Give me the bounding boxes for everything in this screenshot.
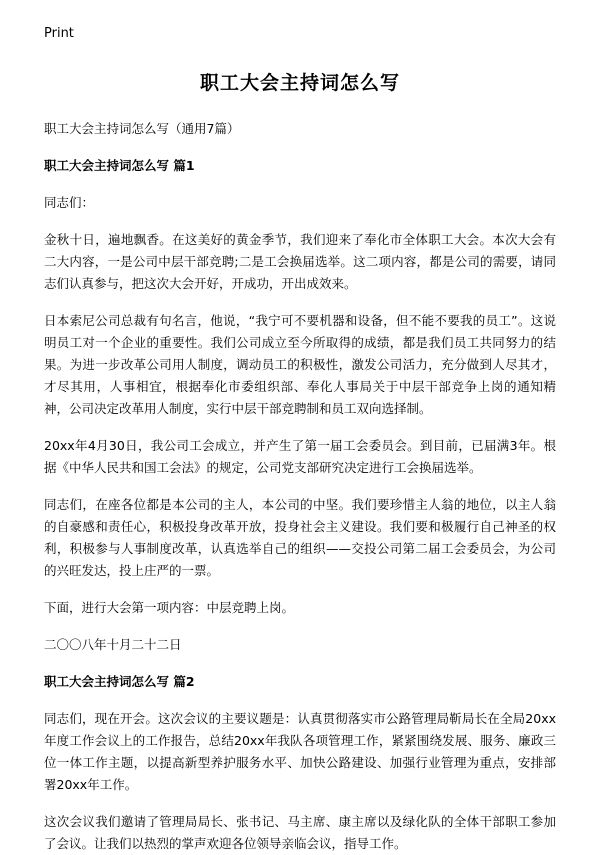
paragraph: 二〇〇八年十月二十二日 xyxy=(44,637,182,652)
paragraph: 下面，进行大会第一项内容：中层竞聘上岗。 xyxy=(44,600,295,615)
section-heading: 职工大会主持词怎么写 篇1 xyxy=(44,158,195,173)
paragraph: 同志们，在座各位都是本公司的主人，本公司的中坚。我们要珍惜主人翁的地位，以主人翁的自豪感和责任心，积极投身改革开放，投身社会主义建设。我们要和极履行自己神圣的权利，积极参与人事制度改革，认真选举自己的组织——交投公司第二届工会委员会，为公司的兴旺发达，投上庄严的一票。 xyxy=(44,497,556,578)
paragraph: 职工大会主持词怎么写（通用7篇） xyxy=(44,121,240,136)
paragraph: 金秋十日，遍地飘香。在这美好的黄金季节，我们迎来了奉化市全体职工大会。本次大会有二大内容，一是公司中层干部竞聘;二是工会换届选举。这二项内容，都是公司的需要，请同志们认真参与，把这次大会开好，开成功，开出成效来。 xyxy=(44,232,556,291)
paragraph: 同志们，现在开会。这次会议的主要议题是：认真贯彻落实市公路管理局靳局长在全局20xx年度工作会议上的工作报告，总结20xx年我队各项管理工作，紧紧围绕发展、服务、廉政三位一体工作主题，以提高新型养护服务水平、加快公路建设、加强行业管理为重点，安排部署20xx年工作。 xyxy=(44,711,556,792)
paragraph: 日本索尼公司总裁有句名言，他说，“我宁可不要机器和设备，但不能不要我的员工”。这说明员工对一个企业的重要性。我们公司成立至今所取得的成绩，都是我们员工共同努力的结果。为进一步改革公司用人制度，调动员工的积极性，激发公司活力，充分做到人尽其才，才尽其用，人事相宜，根据奉化市委组织部、奉化人事局关于中层干部竞争上岗的通知精神，公司决定改革用人制度，实行中层干部竞聘制和员工双向选择制。 xyxy=(44,313,556,416)
paragraph: 同志们： xyxy=(44,195,95,210)
paragraph: 这次会议我们邀请了管理局局长、张书记、马主席、康主席以及绿化队的全体干部职工参加了会议。让我们以热烈的掌声欢迎各位领导亲临会议，指导工作。 xyxy=(44,814,556,851)
section-heading: 职工大会主持词怎么写 篇2 xyxy=(44,674,195,689)
paragraph: 20xx年4月30日，我公司工会成立，并产生了第一届工会委员会。到目前，已届满3年。根据《中华人民共和国工会法》的规定，公司党支部研究决定进行工会换届选举。 xyxy=(44,438,556,475)
document-body xyxy=(44,118,556,855)
page-title: 职工大会主持词怎么写 xyxy=(199,72,400,94)
print-link[interactable]: Print xyxy=(44,26,74,41)
